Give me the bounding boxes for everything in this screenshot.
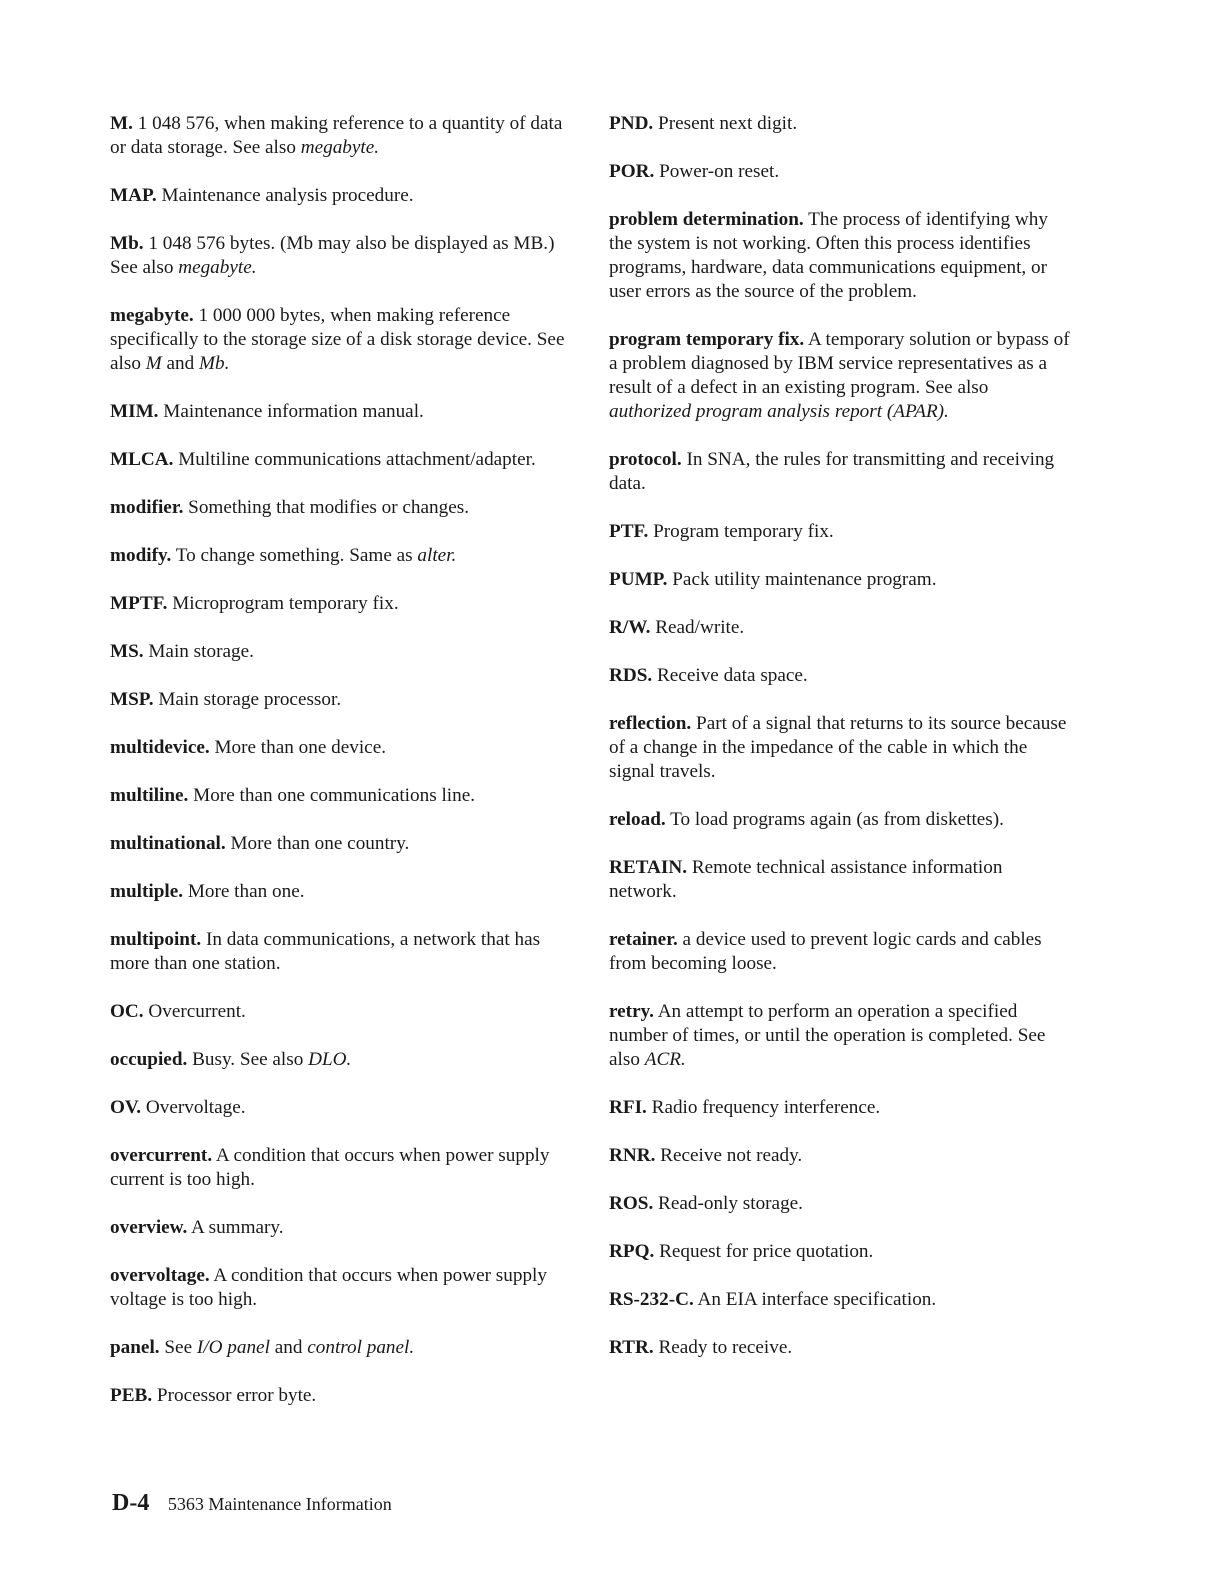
glossary-entry <box>609 664 1071 688</box>
glossary-entry <box>609 520 1071 544</box>
glossary-entry <box>110 1384 572 1408</box>
definition-text: See <box>164 1337 197 1358</box>
glossary-term: MAP. <box>110 185 157 206</box>
definition-text: A condition that occurs when power supply current is too high. <box>110 1145 550 1190</box>
glossary-term: retainer. <box>609 929 678 950</box>
glossary-definition <box>672 569 936 590</box>
definition-text: Maintenance analysis procedure. <box>161 185 414 206</box>
glossary-definition <box>698 1289 937 1310</box>
glossary-entry <box>110 1096 572 1120</box>
glossary-definition <box>188 497 469 518</box>
glossary-definition <box>670 809 1004 830</box>
glossary-term: MLCA. <box>110 449 174 470</box>
glossary-entry <box>609 1240 1071 1264</box>
cross-reference: megabyte. <box>300 137 380 158</box>
definition-text: In SNA, the rules for transmitting and receiving data. <box>609 449 1055 494</box>
definition-text: Present next digit. <box>658 113 798 134</box>
glossary-term: RNR. <box>609 1145 656 1166</box>
glossary-definition <box>172 593 398 614</box>
glossary-entry <box>110 784 572 808</box>
glossary-term: reload. <box>609 809 666 830</box>
glossary-term: RS-232-C. <box>609 1289 694 1310</box>
glossary-term: megabyte. <box>110 305 194 326</box>
glossary-term: modifier. <box>110 497 184 518</box>
definition-text: More than one device. <box>214 737 387 758</box>
glossary-definition <box>658 113 797 134</box>
glossary-term: MSP. <box>110 689 154 710</box>
glossary-definition <box>110 113 562 158</box>
glossary-definition <box>657 665 808 686</box>
glossary-term: program temporary fix. <box>609 329 805 350</box>
glossary-term: OC. <box>110 1001 144 1022</box>
glossary-term: RPQ. <box>609 1241 655 1262</box>
glossary-definition <box>178 449 536 470</box>
glossary-entry <box>609 856 1071 904</box>
glossary-entry <box>110 112 572 160</box>
definition-text: Microprogram temporary fix. <box>172 593 399 614</box>
page-number: D-4 <box>112 1490 150 1516</box>
glossary-entry <box>609 208 1071 304</box>
glossary-definition <box>157 1385 316 1406</box>
cross-reference: authorized program analysis report (APAR). <box>609 401 949 422</box>
definition-text: Overcurrent. <box>148 1001 246 1022</box>
glossary-definition <box>146 1097 246 1118</box>
glossary-definition <box>164 1337 414 1358</box>
glossary-term: POR. <box>609 161 655 182</box>
glossary-entry <box>609 928 1071 976</box>
glossary-entry <box>110 232 572 280</box>
definition-text: More than one country. <box>230 833 410 854</box>
glossary-entry <box>110 184 572 208</box>
definition-text: Remote technical assistance information network. <box>609 857 1003 902</box>
definition-text: Read/write. <box>655 617 745 638</box>
glossary-term: occupied. <box>110 1049 188 1070</box>
glossary-entry <box>609 328 1071 424</box>
glossary-entry <box>609 1000 1071 1072</box>
definition-text: 1 048 576, when making reference to a quantity of data or data storage. See also <box>110 113 563 158</box>
definition-text: A summary. <box>191 1217 284 1238</box>
cross-reference: DLO. <box>308 1049 352 1070</box>
glossary-entry <box>609 448 1071 496</box>
glossary-entry <box>609 1288 1071 1312</box>
glossary-term: PEB. <box>110 1385 153 1406</box>
glossary-entry <box>609 616 1071 640</box>
definition-text: Maintenance information manual. <box>163 401 424 422</box>
glossary-entry <box>110 544 572 568</box>
glossary-entry <box>110 304 572 376</box>
cross-reference: ACR. <box>644 1049 686 1070</box>
glossary-definition <box>214 737 386 758</box>
definition-text: Read-only storage. <box>658 1193 803 1214</box>
glossary-definition <box>193 785 475 806</box>
glossary-term: RETAIN. <box>609 857 688 878</box>
glossary-entry <box>110 928 572 976</box>
glossary-term: MPTF. <box>110 593 168 614</box>
glossary-definition <box>162 185 414 206</box>
glossary-term: retry. <box>609 1001 654 1022</box>
cross-reference: megabyte. <box>178 257 257 278</box>
definition-text: Main storage processor. <box>158 689 342 710</box>
glossary-entry <box>110 448 572 472</box>
definition-text: Something that modifies or changes. <box>188 497 470 518</box>
cross-reference: I/O panel <box>196 1337 270 1358</box>
glossary-definition <box>658 1337 792 1358</box>
glossary-term: RFI. <box>609 1097 647 1118</box>
glossary-entry <box>110 1144 572 1192</box>
definition-text: and <box>269 1337 308 1358</box>
definition-text: Ready to receive. <box>658 1337 793 1358</box>
cross-reference: Mb. <box>199 353 230 374</box>
definition-text: Request for price quotation. <box>659 1241 874 1262</box>
glossary-definition <box>658 1193 803 1214</box>
cross-reference: M <box>145 353 162 374</box>
glossary-entry <box>110 496 572 520</box>
glossary-definition <box>148 1001 245 1022</box>
definition-text: Program temporary fix. <box>653 521 834 542</box>
definition-text: More than one communications line. <box>193 785 476 806</box>
definition-text: In data communications, a network that has more than one station. <box>110 929 541 974</box>
glossary-entry <box>110 736 572 760</box>
glossary-definition <box>176 545 457 566</box>
glossary-entry <box>110 1048 572 1072</box>
glossary-term: multidevice. <box>110 737 210 758</box>
definition-text: Receive data space. <box>656 665 808 686</box>
glossary-entry <box>110 1000 572 1024</box>
definition-text: Multiline communications attachment/adapter. <box>178 449 536 470</box>
glossary-definition <box>148 641 254 662</box>
glossary-entry <box>110 832 572 856</box>
glossary-entry <box>110 1336 572 1360</box>
glossary-definition <box>659 1241 873 1262</box>
definition-text: The process of identifying why the system is not working. Often this process identifies programs, hardware, data communications equipment, or user errors as the source of the problem. <box>609 209 1048 302</box>
glossary-term: multiple. <box>110 881 184 902</box>
definition-text: A condition that occurs when power supply voltage is too high. <box>110 1265 547 1310</box>
cross-reference: alter. <box>417 545 457 566</box>
glossary-term: OV. <box>110 1097 142 1118</box>
glossary-definition <box>653 521 834 542</box>
definition-text: To load programs again (as from diskettes). <box>670 809 1004 830</box>
manual-title: 5363 Maintenance Information <box>167 1494 392 1514</box>
definition-text: 1 000 000 bytes, when making reference specifically to the storage size of a disk storage device. See also <box>110 305 565 374</box>
glossary-entry <box>609 1192 1071 1216</box>
glossary-term: ROS. <box>609 1193 654 1214</box>
glossary-term: multiline. <box>110 785 189 806</box>
definition-text: A temporary solution or bypass of a problem diagnosed by IBM service representatives as a result of a defect in an existing program. See also <box>609 329 1070 398</box>
glossary-definition <box>163 401 424 422</box>
definition-text: Part of a signal that returns to its source because of a change in the impedance of the cable in which the signal travels. <box>609 713 1067 782</box>
glossary-entry <box>609 112 1071 136</box>
glossary-term: Mb. <box>110 233 144 254</box>
glossary-term: RDS. <box>609 665 653 686</box>
glossary-entry <box>609 160 1071 184</box>
glossary-term: multipoint. <box>110 929 202 950</box>
definition-text: a device used to prevent logic cards and cables from becoming loose. <box>609 929 1042 974</box>
definition-text: 1 048 576 bytes. (Mb may also be displayed as MB.) See also <box>110 233 555 278</box>
glossary-entry <box>609 1144 1071 1168</box>
glossary-definition <box>659 161 779 182</box>
definition-text: To change something. Same as <box>175 545 418 566</box>
glossary-term: MS. <box>110 641 144 662</box>
glossary-entry <box>110 1264 572 1312</box>
page-footer <box>112 1490 392 1517</box>
glossary-term: problem determination. <box>609 209 804 230</box>
definition-text: Pack utility maintenance program. <box>672 569 937 590</box>
glossary-term: overview. <box>110 1217 188 1238</box>
glossary-entry <box>110 1216 572 1240</box>
glossary-entry <box>609 808 1071 832</box>
definition-text: Processor error byte. <box>156 1385 317 1406</box>
glossary-term: PTF. <box>609 521 649 542</box>
glossary-definition <box>110 233 554 278</box>
glossary-entry <box>110 640 572 664</box>
glossary-term: overvoltage. <box>110 1265 210 1286</box>
glossary-term: PUMP. <box>609 569 668 590</box>
definition-text: Busy. See also <box>192 1049 309 1070</box>
glossary-term: overcurrent. <box>110 1145 213 1166</box>
glossary-definition <box>655 617 744 638</box>
glossary-definition <box>191 1217 284 1238</box>
definition-text: An attempt to perform an operation a specified number of times, or until the operation is completed. See also <box>609 1001 1046 1070</box>
glossary-definition <box>230 833 409 854</box>
glossary-term: panel. <box>110 1337 160 1358</box>
glossary-entry <box>110 688 572 712</box>
glossary-definition <box>188 881 305 902</box>
glossary-term: reflection. <box>609 713 692 734</box>
definition-text: and <box>161 353 200 374</box>
glossary-term: protocol. <box>609 449 682 470</box>
glossary-term: multinational. <box>110 833 226 854</box>
glossary-term: PND. <box>609 113 654 134</box>
definition-text: Receive not ready. <box>660 1145 803 1166</box>
glossary-entry <box>609 712 1071 784</box>
glossary-column-right <box>609 112 1071 1384</box>
glossary-definition <box>652 1097 881 1118</box>
glossary-definition <box>158 689 341 710</box>
glossary-term: MIM. <box>110 401 159 422</box>
definition-text: Overvoltage. <box>145 1097 246 1118</box>
cross-reference: control panel. <box>307 1337 415 1358</box>
glossary-definition <box>192 1049 351 1070</box>
definition-text: More than one. <box>187 881 305 902</box>
glossary-term: M. <box>110 113 133 134</box>
glossary-term: modify. <box>110 545 172 566</box>
glossary-term: RTR. <box>609 1337 654 1358</box>
glossary-entry <box>110 592 572 616</box>
definition-text: Power-on reset. <box>659 161 780 182</box>
glossary-definition <box>609 1001 1045 1070</box>
glossary-entry <box>609 568 1071 592</box>
glossary-definition <box>660 1145 802 1166</box>
definition-text: Radio frequency interference. <box>651 1097 881 1118</box>
definition-text: An EIA interface specification. <box>697 1289 937 1310</box>
glossary-column-left <box>110 112 572 1432</box>
glossary-term: R/W. <box>609 617 651 638</box>
glossary-entry <box>609 1336 1071 1360</box>
glossary-entry <box>110 400 572 424</box>
glossary-entry <box>609 1096 1071 1120</box>
glossary-entry <box>110 880 572 904</box>
definition-text: Main storage. <box>148 641 254 662</box>
